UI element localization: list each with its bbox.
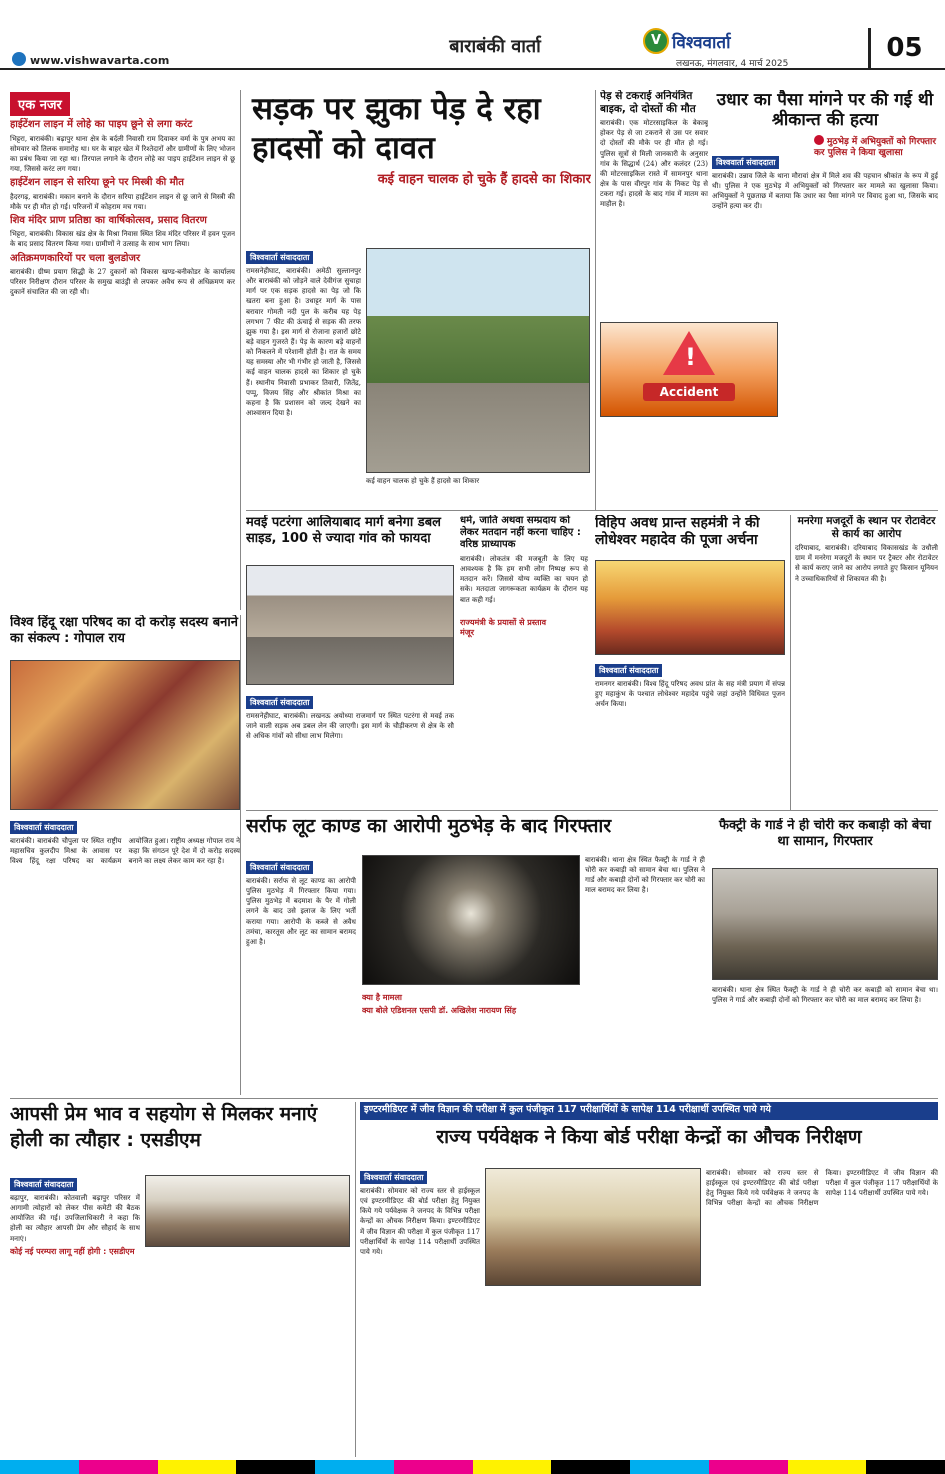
vhp-two-crore-photo bbox=[10, 660, 240, 810]
accident-label: Accident bbox=[643, 383, 735, 401]
manrega-body: दरियाबाद, बाराबंकी। दरियाबाद विकासखंड के उधौली ग्राम में मनरेगा मजदूरों के स्थान पर ट्रैक्टर और रोटावेटर से कार्य कराए जाने का आरोप लगाते हुए किसान यूनियन ने उच्चाधिकारियों से शिकायत की है। bbox=[795, 544, 938, 583]
masthead bbox=[0, 0, 945, 70]
factory-body bbox=[712, 985, 938, 1095]
holi-body-text: बढ़ापुर, बाराबंकी। कोतवाली बढ़ापुर परिसर में आगामी त्योहारों को लेकर पीस कमेटी की बैठक आयोजित की गई। उपजिलाधिकारी ने कहा कि होली का त्यौहार आपसी प्रेम और सौहार्द के साथ मनाएं। bbox=[10, 1194, 140, 1243]
sarraf-body-text: बाराबंकी। सर्राफ से लूट काण्ड का आरोपी पुलिस मुठभेड़ में गिरफ्तार किया गया। पुलिस मुठभेड़ में बदमाश के पैर में गोली लगने के बाद उसे इलाज के लिए भर्ती कराया गया। आरोपी के कब्जे से अवैध तमंचा, कारतूस और लूट का सामान बरामद हुआ है। bbox=[246, 877, 356, 946]
lead-story-header bbox=[246, 90, 591, 250]
udhar-subhead-text: मुठभेड़ में अभियुक्तों को गिरफ्तार कर पुलिस ने किया खुलासा bbox=[814, 136, 937, 158]
vhp-two-crore-header bbox=[10, 615, 240, 655]
sarraf-byline: विश्ववार्ता संवाददाता bbox=[246, 861, 313, 874]
page-section-title: बाराबंकी वार्ता bbox=[449, 36, 541, 57]
vhp-awadh-photo bbox=[595, 560, 785, 655]
lead-headline: सड़क पर झुका पेड़ दे रहा हादसों को दावत bbox=[252, 91, 541, 166]
double-lane-body bbox=[246, 690, 454, 800]
lead-photo-caption bbox=[366, 476, 590, 498]
exclamation-icon: ! bbox=[685, 343, 696, 371]
double-lane-photo bbox=[246, 565, 454, 685]
board-exam-photo bbox=[485, 1168, 701, 1286]
website-text[interactable]: www.vishwavarta.com bbox=[30, 54, 170, 67]
brief-body: बाराबंकी। ग्रीष्म प्रयाग सिद्धी के 27 दुकानों को विकास खण्ड-बनीकोडर के कार्यालय परिसर निरीक्षण दौरान परिसर के समुख बाउंड्री से लपकर अवैध रूप से अधिक्रमण कर दुकानें संचालित की जा रही थी। bbox=[10, 268, 235, 297]
bullet-icon bbox=[814, 135, 824, 145]
brief-body: हैदरगढ़, बाराबंकी। मकान बनाने के दौरान सरिया हाईटेंशन लाइन से छू जाने से मिस्त्री की मौके पर ही मौत हो गई। परिजनों में कोहराम मच गया। bbox=[10, 192, 235, 211]
holi-sub: कोई नई परम्परा लागू नहीं होगी : एसडीएम bbox=[10, 1246, 135, 1256]
sarraf-headline: सर्राफ लूट काण्ड का आरोपी मुठभेड़ के बाद गिरफ्तार bbox=[246, 815, 612, 837]
accident-body: बाराबंकी। एक मोटरसाइकिल के बेकाबू होकर पेड़ से जा टकराने से उस पर सवार दो दोस्तों की मौके पर ही मौत हो गई। पुलिस सूत्रों से मिली जानकारी के अनुसार गांव के सिद्धार्थ (24) और कलंदर (23) की मोटरसाइकिल रास्ते में सामनपुर थाना क्षेत्र के पास वीरपुर गांव के निकट पेड़ से टकरा गई। हादसे के बाद गांव में मातम का माहौल है। bbox=[600, 119, 708, 209]
factory-body-col: बाराबंकी। थाना क्षेत्र स्थित फैक्ट्री के गार्ड ने ही चोरी कर कबाड़ी को सामान बेचा था। पुलिस ने गार्ड और कबाड़ी दोनों को गिरफ्तार कर चोरी का माल बरामद कर लिया है। bbox=[585, 856, 705, 895]
holi-headline: आपसी प्रेम भाव व सहयोग से मिलकर मनाएं होली का त्यौहार : एसडीएम bbox=[10, 1103, 318, 1151]
brief-body: भिट्टरा, बाराबंकी। विकास खंड क्षेत्र के मिश्रा निवास स्थित शिव मंदिर परिसर में हवन पूजन के बाद प्रसाद वितरण किया गया। ग्रामीणों ने उत्साह के साथ भाग लिया। bbox=[10, 230, 235, 249]
brand-name: विश्ववार्ता bbox=[672, 33, 731, 53]
vhp-awadh-body bbox=[595, 658, 785, 808]
registration-color-bar bbox=[0, 1460, 945, 1474]
holi-byline: विश्ववार्ता संवाददाता bbox=[10, 1178, 77, 1191]
brief-title: हाईटेंशन लाइन में लोहे का पाइप छूने से लगा करंट bbox=[10, 119, 193, 130]
sarraf-photo bbox=[362, 855, 580, 985]
accident-graphic bbox=[600, 322, 778, 417]
lead-caption-text: कई वाहन चालक हो चुके हैं हादसे का शिकार bbox=[366, 477, 480, 485]
section-rule bbox=[10, 1098, 938, 1099]
lead-byline: विश्ववार्ता संवाददाता bbox=[246, 251, 313, 264]
board-exam-strap-text: इण्टरमीडिएट में जीव विज्ञान की परीक्षा में कुल पंजीकृत 117 परीक्षार्थियों के सापेक्ष 114 परीक्षार्थी उपस्थित पाये गये bbox=[364, 1104, 771, 1115]
board-exam-strap bbox=[360, 1102, 938, 1120]
lead-photo-leaning-tree bbox=[366, 248, 590, 473]
brief-title: हाईटेंशन लाइन से सरिया छूने पर मिस्त्री की मौत bbox=[10, 177, 184, 189]
ek-nazar-tag: एक नजर bbox=[10, 92, 70, 116]
factory-body-text: बाराबंकी। थाना क्षेत्र स्थित फैक्ट्री के गार्ड ने ही चोरी कर कबाड़ी को सामान बेचा था। पुलिस ने गार्ड और कबाड़ी दोनों को गिरफ्तार कर चोरी का माल बरामद कर लिया है। bbox=[712, 986, 938, 1005]
board-exam-header bbox=[360, 1126, 938, 1166]
accident-story bbox=[600, 90, 708, 500]
vhp-awadh-body-text: रामनगर बाराबंकी। विश्व हिंदू परिषद अवध प्रांत के सह मंत्री प्रयाग में संपन्न हुए महाकुंभ के पश्चात लोधेश्वर महादेव पहुंचे जहां उन्होंने विधिवत पूजन अर्चन किया। bbox=[595, 680, 785, 709]
sarraf-sub1: क्या है मामला bbox=[362, 993, 402, 1002]
udhar-headline: उधार का पैसा मांगने पर की गई थी श्रीकान्त की हत्या bbox=[716, 90, 934, 131]
accident-headline: पेड़ से टकराई अनियंत्रित बाइक, दो दोस्तों की मौत bbox=[600, 90, 696, 115]
double-lane-body-text: रामसनेहीघाट, बाराबंकी। लखनऊ अयोध्या राजमार्ग पर स्थित पटरंगा से मवई तक जाने वाली सड़क अब डबल लेन की जाएगी। इस मार्ग के चौड़ीकरण से क्षेत्र के सौ से अधिक गांवों को सीधा लाभ मिलेगा। bbox=[246, 712, 454, 741]
section-rule bbox=[246, 510, 938, 511]
vhp-two-crore-headline: विश्व हिंदू रक्षा परिषद का दो करोड़ सदस्य बनाने का संकल्प : गोपाल राय bbox=[10, 615, 238, 646]
sarraf-body bbox=[246, 855, 356, 1095]
lead-story-body bbox=[246, 245, 361, 475]
vhp-two-crore-body bbox=[10, 815, 240, 1095]
brand-logo: V bbox=[643, 28, 669, 54]
brief-body: भिट्टरा, बाराबंकी। बढ़ापुर थाना क्षेत्र के बर्दली निवासी राम दिवाकर वर्मा के पुत्र अभय का सोमवार को तिलक समारोह था। घर के बाहर खेत में रिश्तेदारों और ग्रामीणों के लिए भोजन का प्रबंध किया जा रहा था। तिरपाल लगाने के दौरान लोहे का पाइप हाईटेंशन लाइन से छू गया, जिससे करंट लग गया। bbox=[10, 134, 235, 173]
brief-title: शिव मंदिर प्राण प्रतिष्ठा का वार्षिकोत्सव, प्रसाद वितरण bbox=[10, 214, 207, 226]
page-number: 05 bbox=[868, 28, 938, 68]
board-exam-body-right-text: बाराबंकी। सोमवार को राज्य स्तर से हाईस्कूल एवं इण्टरमीडिएट की बोर्ड परीक्षा हेतु नियुक्त किये गये पर्यवेक्षक ने जनपद के विभिन्न परीक्षा केन्द्रों का औचक निरीक्षण किया। इण्टरमीडिएट में जीव विज्ञान की परीक्षा में कुल पंजीकृत 117 परीक्षार्थियों के सापेक्ष 114 परीक्षार्थी उपस्थित पाये गये। bbox=[706, 1169, 938, 1208]
factory-photo bbox=[712, 868, 938, 980]
dharm-body: बाराबंकी। लोकतंत्र की मजबूती के लिए यह आवश्यक है कि हम सभी लोग निष्पक्ष रूप से मतदान करें। जिससे योग्य व्यक्ति का चयन हो सके। मतदाता जागरूकता कार्यक्रम के दौरान यह बात कही गई। bbox=[460, 555, 588, 604]
sarraf-sub2: क्या बोले एडिशनल एसपी डॉ. अखिलेश नारायण सिंह bbox=[362, 1006, 517, 1015]
column-rule bbox=[790, 515, 791, 810]
column-rule bbox=[595, 90, 596, 510]
board-exam-byline: विश्ववार्ता संवाददाता bbox=[360, 1171, 427, 1184]
double-lane-byline: विश्ववार्ता संवाददाता bbox=[246, 696, 313, 709]
sarraf-subsections bbox=[362, 990, 580, 1095]
udhar-byline: विश्ववार्ता संवाददाता bbox=[712, 156, 779, 169]
board-exam-body-right bbox=[706, 1168, 938, 1458]
lead-subhead: कई वाहन चालक हो चुके हैं हादसे का शिकार bbox=[377, 171, 591, 187]
vhp-two-crore-body-text: बाराबंकी। बाराबंकी चौपुला पर स्थित राष्ट्रीय महासचिव कुलदीप मिश्रा के आवास पर विश्व हिंदू रक्षा परिषद का कार्यक्रम आयोजित हुआ। राष्ट्रीय अध्यक्ष गोपाल राय ने कहा कि संगठन पूरे देश में दो करोड़ सदस्य बनाने का लक्ष्य लेकर काम कर रहा है। bbox=[10, 837, 240, 866]
lead-body: रामसनेहीघाट, बाराबंकी। अमेठी सुल्तानपुर और बाराबंकी को जोड़ने वाले देवीगंज सुचाहा मार्ग पर एक सड़क हादसे का पेड़ जो कि खतरा बना हुआ है। उधाट्टर मार्ग के पास बरावार गोमती नदी पुल के करीब यह पेड़ लगभग 7 फीट की ऊंचाई से सड़क की तरफ झुक गया है। इस मार्ग से रोजाना हजारों छोटे बड़े वाहन गुजरते हैं। पेड़ के कारण बड़े वाहनों को निकलने में परेशानी होती है। रात के समय यह समस्या और भी गंभीर हो जाती है, जिससे कई वाहन चालक हादसे का शिकार हो चुके हैं। स्थानीय निवासी प्रभाकर तिवारी, जितेंद्र, पप्पू, विजय सिंह और श्रीकांत मिश्रा का कहना है कि प्रशासन को जल्द देखने का आश्वासन दिया है। bbox=[246, 267, 361, 417]
holi-photo bbox=[145, 1175, 350, 1247]
website-link[interactable] bbox=[12, 52, 169, 67]
vhp-two-crore-byline: विश्ववार्ता संवाददाता bbox=[10, 821, 77, 834]
board-exam-body-text: बाराबंकी। सोमवार को राज्य स्तर से हाईस्कूल एवं इण्टरमीडिएट की बोर्ड परीक्षा हेतु नियुक्त किये गये पर्यवेक्षक ने जनपद के विभिन्न परीक्षा केन्द्रों का औचक निरीक्षण किया। इण्टरमीडिएट में जीव विज्ञान की परीक्षा में कुल पंजीकृत 117 परीक्षार्थियों के सापेक्ष 114 परीक्षार्थी उपस्थित पाये गये। bbox=[360, 1187, 480, 1256]
double-lane-inset-text: राज्यमंत्री के प्रयासों से प्रस्ताव मंजूर bbox=[460, 618, 547, 637]
holi-body bbox=[10, 1172, 140, 1457]
holi-header bbox=[10, 1102, 350, 1172]
brief-title: अतिक्रमणकारियों पर चला बुलडोजर bbox=[10, 252, 141, 264]
manrega-headline: मनरेगा मजदूरों के स्थान पर रोटावेटर से कार्य का आरोप bbox=[797, 515, 936, 540]
factory-left-col bbox=[585, 855, 705, 1095]
globe-icon bbox=[12, 52, 26, 66]
dharm-headline: धर्म, जाति अथवा सम्प्रदाय को लेकर मतदान नहीं करना चाहिए : वरिष्ठ प्राध्यापक bbox=[460, 515, 581, 550]
ek-nazar-column bbox=[10, 92, 235, 612]
column-rule bbox=[240, 90, 241, 610]
section-rule bbox=[246, 810, 938, 811]
column-rule bbox=[355, 1102, 356, 1457]
vhp-awadh-byline: विश्ववार्ता संवाददाता bbox=[595, 664, 662, 677]
vhp-awadh-headline: विहिप अवध प्रान्त सहमंत्री ने की लोधेश्वर महादेव की पूजा अर्चना bbox=[595, 515, 760, 548]
dharm-story bbox=[460, 515, 588, 805]
sarraf-header bbox=[246, 815, 746, 855]
column-rule bbox=[240, 615, 241, 1095]
manrega-story bbox=[795, 515, 938, 805]
board-exam-headline: राज्य पर्यवेक्षक ने किया बोर्ड परीक्षा केन्द्रों का औचक निरीक्षण bbox=[436, 1126, 862, 1148]
dateline: लखनऊ, मंगलवार, 4 मार्च 2025 bbox=[676, 59, 789, 69]
factory-header bbox=[712, 818, 938, 863]
factory-headline: फैक्ट्री के गार्ड ने ही चोरी कर कबाड़ी को बेचा था सामान, गिरफ्तार bbox=[719, 818, 931, 849]
udhar-body: बाराबंकी। उन्नाव जिले के थाना मौरावां क्षेत्र में मिले शव की पहचान श्रीकांत के रूप में हुई थी। पुलिस ने एक मुठभेड़ में अभियुक्तों को गिरफ्तार कर मामले का खुलासा किया। अभियुक्तों ने पूछताछ में बताया कि उधार का पैसा मांगने पर विवाद हुआ था, जिसके बाद उन्होंने हत्या कर दी। bbox=[712, 172, 938, 211]
board-exam-body bbox=[360, 1165, 480, 1457]
vhp-awadh-header bbox=[595, 515, 785, 565]
double-lane-headline: मवई पटरंगा आलियाबाद मार्ग बनेगा डबल साइड, 100 से ज्यादा गांव को फायदा bbox=[246, 515, 441, 546]
double-lane-header bbox=[246, 515, 454, 565]
